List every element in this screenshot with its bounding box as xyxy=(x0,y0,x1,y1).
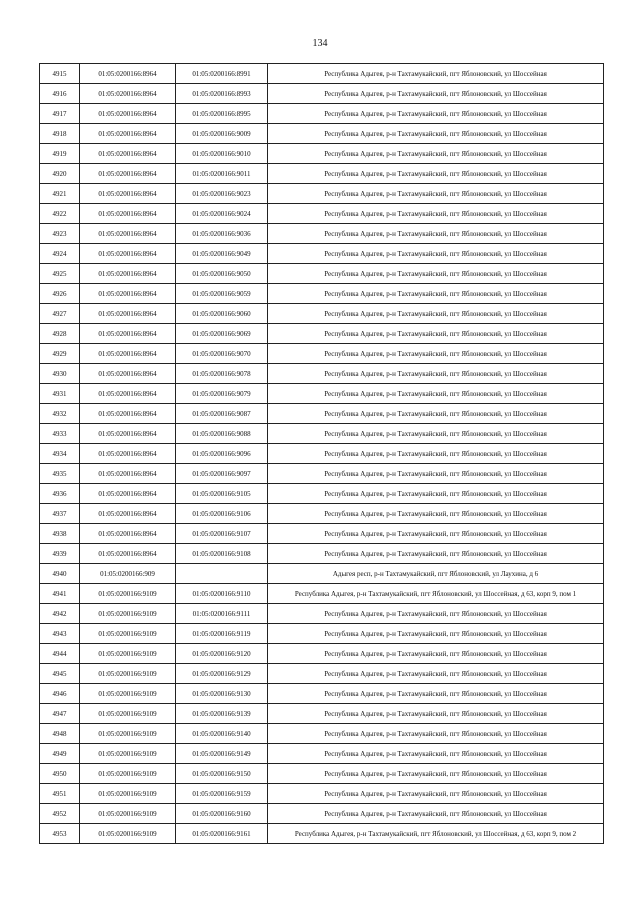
table-row xyxy=(40,304,604,324)
row-number-cell: 4921 xyxy=(40,184,80,204)
parent-cadastral-number-cell: 01:05:0200166:9109 xyxy=(80,784,176,804)
parent-cadastral-number-cell: 01:05:0200166:9109 xyxy=(80,804,176,824)
cadastral-number-cell: 01:05:0200166:9150 xyxy=(176,764,268,784)
address-cell: Республика Адыгея, р-н Тахтамукайский, пгт Яблоновский, ул Шоссейная xyxy=(268,764,604,784)
cadastral-number-cell: 01:05:0200166:9139 xyxy=(176,704,268,724)
table-row xyxy=(40,484,604,504)
parent-cadastral-number-cell: 01:05:0200166:9109 xyxy=(80,704,176,724)
cadastral-number-cell: 01:05:0200166:9161 xyxy=(176,824,268,844)
parent-cadastral-number-cell: 01:05:0200166:9109 xyxy=(80,644,176,664)
row-number-cell: 4941 xyxy=(40,584,80,604)
row-number-cell: 4938 xyxy=(40,524,80,544)
table-row xyxy=(40,684,604,704)
row-number-cell: 4937 xyxy=(40,504,80,524)
row-number-cell: 4930 xyxy=(40,364,80,384)
parent-cadastral-number-cell: 01:05:0200166:8964 xyxy=(80,384,176,404)
parent-cadastral-number-cell: 01:05:0200166:8964 xyxy=(80,64,176,84)
row-number-cell: 4942 xyxy=(40,604,80,624)
address-cell: Республика Адыгея, р-н Тахтамукайский, пгт Яблоновский, ул Шоссейная xyxy=(268,744,604,764)
parent-cadastral-number-cell: 01:05:0200166:9109 xyxy=(80,584,176,604)
parent-cadastral-number-cell: 01:05:0200166:909 xyxy=(80,564,176,584)
address-cell: Республика Адыгея, р-н Тахтамукайский, пгт Яблоновский, ул Шоссейная xyxy=(268,284,604,304)
table-row xyxy=(40,64,604,84)
parent-cadastral-number-cell: 01:05:0200166:9109 xyxy=(80,664,176,684)
row-number-cell: 4945 xyxy=(40,664,80,684)
cadastral-number-cell: 01:05:0200166:9070 xyxy=(176,344,268,364)
cadastral-number-cell: 01:05:0200166:9023 xyxy=(176,184,268,204)
table-row xyxy=(40,244,604,264)
parent-cadastral-number-cell: 01:05:0200166:9109 xyxy=(80,684,176,704)
address-cell: Республика Адыгея, р-н Тахтамукайский, пгт Яблоновский, ул Шоссейная xyxy=(268,144,604,164)
parent-cadastral-number-cell: 01:05:0200166:8964 xyxy=(80,224,176,244)
address-cell: Республика Адыгея, р-н Тахтамукайский, пгт Яблоновский, ул Шоссейная xyxy=(268,64,604,84)
parent-cadastral-number-cell: 01:05:0200166:8964 xyxy=(80,544,176,564)
address-cell: Республика Адыгея, р-н Тахтамукайский, пгт Яблоновский, ул Шоссейная xyxy=(268,704,604,724)
parent-cadastral-number-cell: 01:05:0200166:8964 xyxy=(80,484,176,504)
row-number-cell: 4939 xyxy=(40,544,80,564)
cadastral-number-cell: 01:05:0200166:9059 xyxy=(176,284,268,304)
cadastral-number-cell: 01:05:0200166:8991 xyxy=(176,64,268,84)
address-cell: Республика Адыгея, р-н Тахтамукайский, пгт Яблоновский, ул Шоссейная xyxy=(268,464,604,484)
cadastral-number-cell: 01:05:0200166:9011 xyxy=(176,164,268,184)
cadastral-number-cell: 01:05:0200166:9111 xyxy=(176,604,268,624)
address-cell: Республика Адыгея, р-н Тахтамукайский, пгт Яблоновский, ул Шоссейная xyxy=(268,344,604,364)
table-row xyxy=(40,504,604,524)
parent-cadastral-number-cell: 01:05:0200166:8964 xyxy=(80,344,176,364)
table-row xyxy=(40,764,604,784)
address-cell: Республика Адыгея, р-н Тахтамукайский, пгт Яблоновский, ул Шоссейная, д 63, корп 9, пом 1 xyxy=(268,584,604,604)
parent-cadastral-number-cell: 01:05:0200166:8964 xyxy=(80,524,176,544)
table-row xyxy=(40,204,604,224)
row-number-cell: 4950 xyxy=(40,764,80,784)
parent-cadastral-number-cell: 01:05:0200166:8964 xyxy=(80,504,176,524)
row-number-cell: 4931 xyxy=(40,384,80,404)
cadastral-number-cell: 01:05:0200166:9036 xyxy=(176,224,268,244)
parent-cadastral-number-cell: 01:05:0200166:9109 xyxy=(80,764,176,784)
row-number-cell: 4918 xyxy=(40,124,80,144)
address-cell: Республика Адыгея, р-н Тахтамукайский, пгт Яблоновский, ул Шоссейная xyxy=(268,624,604,644)
cadastral-number-cell: 01:05:0200166:9097 xyxy=(176,464,268,484)
row-number-cell: 4940 xyxy=(40,564,80,584)
parent-cadastral-number-cell: 01:05:0200166:8964 xyxy=(80,284,176,304)
row-number-cell: 4944 xyxy=(40,644,80,664)
address-cell: Республика Адыгея, р-н Тахтамукайский, пгт Яблоновский, ул Шоссейная xyxy=(268,484,604,504)
parent-cadastral-number-cell: 01:05:0200166:8964 xyxy=(80,364,176,384)
table-row xyxy=(40,464,604,484)
cadastral-number-cell: 01:05:0200166:9078 xyxy=(176,364,268,384)
table-row xyxy=(40,784,604,804)
cadastral-number-cell: 01:05:0200166:9106 xyxy=(176,504,268,524)
cadastral-number-cell: 01:05:0200166:9105 xyxy=(176,484,268,504)
parent-cadastral-number-cell: 01:05:0200166:8964 xyxy=(80,104,176,124)
row-number-cell: 4952 xyxy=(40,804,80,824)
row-number-cell: 4946 xyxy=(40,684,80,704)
row-number-cell: 4924 xyxy=(40,244,80,264)
row-number-cell: 4916 xyxy=(40,84,80,104)
address-cell: Республика Адыгея, р-н Тахтамукайский, пгт Яблоновский, ул Шоссейная xyxy=(268,444,604,464)
parent-cadastral-number-cell: 01:05:0200166:9109 xyxy=(80,624,176,644)
table-row xyxy=(40,744,604,764)
table-row xyxy=(40,544,604,564)
address-cell: Республика Адыгея, р-н Тахтамукайский, пгт Яблоновский, ул Шоссейная xyxy=(268,184,604,204)
row-number-cell: 4932 xyxy=(40,404,80,424)
parent-cadastral-number-cell: 01:05:0200166:9109 xyxy=(80,604,176,624)
parent-cadastral-number-cell: 01:05:0200166:8964 xyxy=(80,164,176,184)
row-number-cell: 4926 xyxy=(40,284,80,304)
address-cell: Республика Адыгея, р-н Тахтамукайский, пгт Яблоновский, ул Шоссейная xyxy=(268,784,604,804)
parent-cadastral-number-cell: 01:05:0200166:8964 xyxy=(80,464,176,484)
row-number-cell: 4929 xyxy=(40,344,80,364)
table-row xyxy=(40,264,604,284)
address-cell: Республика Адыгея, р-н Тахтамукайский, пгт Яблоновский, ул Шоссейная xyxy=(268,424,604,444)
table-row xyxy=(40,664,604,684)
address-cell: Республика Адыгея, р-н Тахтамукайский, пгт Яблоновский, ул Шоссейная xyxy=(268,384,604,404)
row-number-cell: 4936 xyxy=(40,484,80,504)
parent-cadastral-number-cell: 01:05:0200166:8964 xyxy=(80,144,176,164)
table-row xyxy=(40,584,604,604)
address-cell: Республика Адыгея, р-н Тахтамукайский, пгт Яблоновский, ул Шоссейная xyxy=(268,524,604,544)
row-number-cell: 4917 xyxy=(40,104,80,124)
table-row xyxy=(40,444,604,464)
address-cell: Республика Адыгея, р-н Тахтамукайский, пгт Яблоновский, ул Шоссейная xyxy=(268,644,604,664)
row-number-cell: 4922 xyxy=(40,204,80,224)
table-row xyxy=(40,144,604,164)
cadastral-number-cell: 01:05:0200166:9096 xyxy=(176,444,268,464)
address-cell: Республика Адыгея, р-н Тахтамукайский, пгт Яблоновский, ул Шоссейная xyxy=(268,724,604,744)
row-number-cell: 4935 xyxy=(40,464,80,484)
row-number-cell: 4953 xyxy=(40,824,80,844)
cadastral-number-cell: 01:05:0200166:8993 xyxy=(176,84,268,104)
table-row xyxy=(40,164,604,184)
address-cell: Республика Адыгея, р-н Тахтамукайский, пгт Яблоновский, ул Шоссейная xyxy=(268,264,604,284)
address-cell: Республика Адыгея, р-н Тахтамукайский, пгт Яблоновский, ул Шоссейная xyxy=(268,504,604,524)
row-number-cell: 4933 xyxy=(40,424,80,444)
table-row xyxy=(40,804,604,824)
address-cell: Республика Адыгея, р-н Тахтамукайский, пгт Яблоновский, ул Шоссейная xyxy=(268,204,604,224)
cadastral-number-cell: 01:05:0200166:9110 xyxy=(176,584,268,604)
table-row xyxy=(40,624,604,644)
row-number-cell: 4919 xyxy=(40,144,80,164)
page-number: 134 xyxy=(312,38,328,49)
address-cell: Адыгея респ, р-н Тахтамукайский, пгт Яблоновский, ул Лаухина, д 6 xyxy=(268,564,604,584)
cadastral-number-cell: 01:05:0200166:9049 xyxy=(176,244,268,264)
table-row xyxy=(40,404,604,424)
table-row xyxy=(40,184,604,204)
table-row xyxy=(40,724,604,744)
parent-cadastral-number-cell: 01:05:0200166:8964 xyxy=(80,324,176,344)
cadastral-number-cell: 01:05:0200166:9149 xyxy=(176,744,268,764)
row-number-cell: 4923 xyxy=(40,224,80,244)
address-cell: Республика Адыгея, р-н Тахтамукайский, пгт Яблоновский, ул Шоссейная xyxy=(268,304,604,324)
cadastral-number-cell: 01:05:0200166:9120 xyxy=(176,644,268,664)
parent-cadastral-number-cell: 01:05:0200166:8964 xyxy=(80,404,176,424)
cadastral-number-cell: 01:05:0200166:9050 xyxy=(176,264,268,284)
address-cell: Республика Адыгея, р-н Тахтамукайский, пгт Яблоновский, ул Шоссейная xyxy=(268,124,604,144)
row-number-cell: 4928 xyxy=(40,324,80,344)
table-row xyxy=(40,564,604,584)
table-row xyxy=(40,284,604,304)
row-number-cell: 4925 xyxy=(40,264,80,284)
address-cell: Республика Адыгея, р-н Тахтамукайский, пгт Яблоновский, ул Шоссейная xyxy=(268,224,604,244)
parent-cadastral-number-cell: 01:05:0200166:8964 xyxy=(80,444,176,464)
address-cell: Республика Адыгея, р-н Тахтамукайский, пгт Яблоновский, ул Шоссейная xyxy=(268,84,604,104)
cadastral-number-cell: 01:05:0200166:9010 xyxy=(176,144,268,164)
address-cell: Республика Адыгея, р-н Тахтамукайский, пгт Яблоновский, ул Шоссейная, д 63, корп 9, пом 2 xyxy=(268,824,604,844)
address-cell: Республика Адыгея, р-н Тахтамукайский, пгт Яблоновский, ул Шоссейная xyxy=(268,804,604,824)
cadastral-number-cell: 01:05:0200166:9024 xyxy=(176,204,268,224)
parent-cadastral-number-cell: 01:05:0200166:9109 xyxy=(80,744,176,764)
address-cell: Республика Адыгея, р-н Тахтамукайский, пгт Яблоновский, ул Шоссейная xyxy=(268,604,604,624)
cadastral-number-cell: 01:05:0200166:9069 xyxy=(176,324,268,344)
address-cell: Республика Адыгея, р-н Тахтамукайский, пгт Яблоновский, ул Шоссейная xyxy=(268,104,604,124)
address-cell: Республика Адыгея, р-н Тахтамукайский, пгт Яблоновский, ул Шоссейная xyxy=(268,244,604,264)
cadastral-number-cell: 01:05:0200166:9107 xyxy=(176,524,268,544)
row-number-cell: 4920 xyxy=(40,164,80,184)
table-row xyxy=(40,424,604,444)
table-row xyxy=(40,324,604,344)
row-number-cell: 4943 xyxy=(40,624,80,644)
table-row xyxy=(40,384,604,404)
cadastral-number-cell: 01:05:0200166:9129 xyxy=(176,664,268,684)
cadastral-number-cell: 01:05:0200166:9159 xyxy=(176,784,268,804)
table-row xyxy=(40,364,604,384)
parent-cadastral-number-cell: 01:05:0200166:8964 xyxy=(80,184,176,204)
cadastral-number-cell: 01:05:0200166:9060 xyxy=(176,304,268,324)
address-cell: Республика Адыгея, р-н Тахтамукайский, пгт Яблоновский, ул Шоссейная xyxy=(268,364,604,384)
table-body xyxy=(40,64,604,844)
parent-cadastral-number-cell: 01:05:0200166:8964 xyxy=(80,304,176,324)
row-number-cell: 4948 xyxy=(40,724,80,744)
address-cell: Республика Адыгея, р-н Тахтамукайский, пгт Яблоновский, ул Шоссейная xyxy=(268,164,604,184)
cadastral-number-cell: 01:05:0200166:9160 xyxy=(176,804,268,824)
row-number-cell: 4947 xyxy=(40,704,80,724)
table-row xyxy=(40,524,604,544)
row-number-cell: 4949 xyxy=(40,744,80,764)
cadastral-number-cell: 01:05:0200166:9088 xyxy=(176,424,268,444)
table-row xyxy=(40,644,604,664)
cadastral-number-cell: 01:05:0200166:9130 xyxy=(176,684,268,704)
address-cell: Республика Адыгея, р-н Тахтамукайский, пгт Яблоновский, ул Шоссейная xyxy=(268,544,604,564)
cadastral-number-cell: 01:05:0200166:9119 xyxy=(176,624,268,644)
row-number-cell: 4927 xyxy=(40,304,80,324)
cadastral-number-cell: 01:05:0200166:9079 xyxy=(176,384,268,404)
table-row xyxy=(40,604,604,624)
row-number-cell: 4915 xyxy=(40,64,80,84)
cadastral-number-cell: 01:05:0200166:9087 xyxy=(176,404,268,424)
parent-cadastral-number-cell: 01:05:0200166:9109 xyxy=(80,824,176,844)
row-number-cell: 4951 xyxy=(40,784,80,804)
cadastral-number-cell: 01:05:0200166:9140 xyxy=(176,724,268,744)
parent-cadastral-number-cell: 01:05:0200166:8964 xyxy=(80,84,176,104)
cadastral-number-cell: 01:05:0200166:8995 xyxy=(176,104,268,124)
cadastral-table xyxy=(39,63,604,844)
cadastral-number-cell xyxy=(176,564,268,584)
address-cell: Республика Адыгея, р-н Тахтамукайский, пгт Яблоновский, ул Шоссейная xyxy=(268,404,604,424)
parent-cadastral-number-cell: 01:05:0200166:8964 xyxy=(80,124,176,144)
address-cell: Республика Адыгея, р-н Тахтамукайский, пгт Яблоновский, ул Шоссейная xyxy=(268,664,604,684)
row-number-cell: 4934 xyxy=(40,444,80,464)
table-row xyxy=(40,824,604,844)
cadastral-number-cell: 01:05:0200166:9108 xyxy=(176,544,268,564)
cadastral-number-cell: 01:05:0200166:9009 xyxy=(176,124,268,144)
address-cell: Республика Адыгея, р-н Тахтамукайский, пгт Яблоновский, ул Шоссейная xyxy=(268,324,604,344)
table-row xyxy=(40,124,604,144)
address-cell: Республика Адыгея, р-н Тахтамукайский, пгт Яблоновский, ул Шоссейная xyxy=(268,684,604,704)
table-row xyxy=(40,84,604,104)
parent-cadastral-number-cell: 01:05:0200166:9109 xyxy=(80,724,176,744)
parent-cadastral-number-cell: 01:05:0200166:8964 xyxy=(80,424,176,444)
table-row xyxy=(40,704,604,724)
table-row xyxy=(40,224,604,244)
table-row xyxy=(40,104,604,124)
parent-cadastral-number-cell: 01:05:0200166:8964 xyxy=(80,264,176,284)
parent-cadastral-number-cell: 01:05:0200166:8964 xyxy=(80,244,176,264)
parent-cadastral-number-cell: 01:05:0200166:8964 xyxy=(80,204,176,224)
table-row xyxy=(40,344,604,364)
